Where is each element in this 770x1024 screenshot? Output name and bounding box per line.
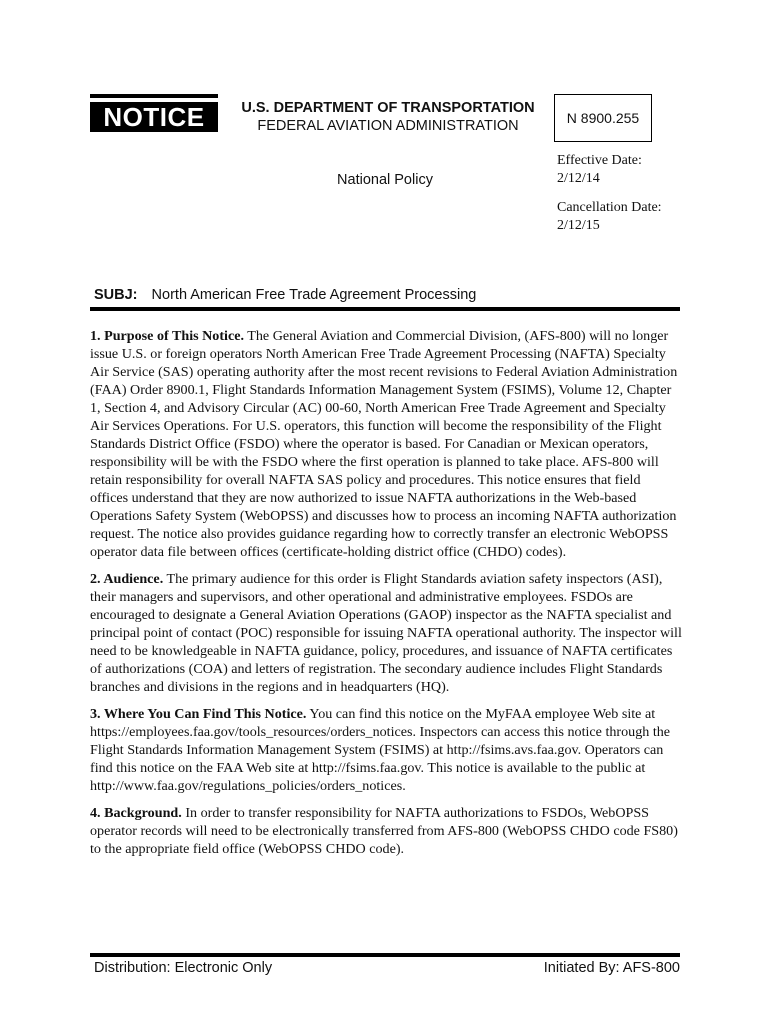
section-background [90, 804, 682, 858]
policy-type: National Policy [337, 172, 433, 188]
section-heading: 3. Where You Can Find This Notice. [90, 706, 307, 722]
subject-rule [90, 307, 680, 311]
notice-body [90, 327, 682, 867]
agency-name: FEDERAL AVIATION ADMINISTRATION [257, 118, 519, 134]
footer-rule [90, 953, 680, 957]
initiated-by-label: Initiated By: AFS-800 [543, 960, 680, 976]
section-text: The primary audience for this order is Flight Standards aviation safety inspectors (ASI), their managers and supervisors, and other operational and administrative employees. FSDOs are encouraged to designate a General Aviation Operations (GAOP) inspector as the NAFTA specialist and principal point of contact (POC) responsible for issuing NAFTA operational authority. The inspector will need to be knowledgeable in NAFTA guidance, policy, procedures, and issuance of NAFTA certificates of authorizations (COA) and letters of registration. The secondary audience includes Flight Standards branches and divisions in the regions and in headquarters (HQ). [90, 571, 682, 695]
notice-label: NOTICE [90, 102, 218, 132]
cancellation-date-label: Cancellation Date: [557, 200, 662, 215]
order-number-box: N 8900.255 [554, 94, 652, 142]
dates-block [557, 152, 687, 235]
effective-date: 2/12/14 [557, 171, 600, 186]
notice-badge [90, 94, 218, 134]
section-audience [90, 570, 682, 696]
section-where-to-find [90, 705, 682, 795]
section-text: You can find this notice on the MyFAA employee Web site at https://employees.faa.gov/tools_resources/orders_notices. Inspectors can access this notice through the Flight Standards Information Management System (FSIMS) at http://fsims.avs.faa.gov. Operators can find this notice on the FAA Web site at http://fsims.faa.gov. This notice is available to the public at http://www.faa.gov/regulations_policies/orders_notices. [90, 706, 671, 794]
subject-line [94, 287, 476, 303]
section-heading: 1. Purpose of This Notice. [90, 328, 244, 344]
section-heading: 2. Audience. [90, 571, 164, 587]
department-block [228, 100, 548, 135]
subject-label: SUBJ: [94, 287, 138, 303]
effective-date-label: Effective Date: [557, 153, 642, 168]
section-text: The General Aviation and Commercial Division, (AFS-800) will no longer issue U.S. or foreign operators North American Free Trade Agreement Processing (NAFTA) Specialty Air Service (SAS) operating authority after the most recent revisions to Federal Aviation Administration (FAA) Order 8900.1, Flight Standards Information Management System (FSIMS), Volume 12, Chapter 1, Section 4, and Advisory Circular (AC) 00-60, North American Free Trade Agreement and Specialty Air Services Operations. For U.S. operators, this function will become the responsibility of the Flight Standards District Office (FSDO) where the operator is based. For Canadian or Mexican operators, responsibility will be with the FSDO where the first operation is planned to take place. AFS-800 will retain responsibility for overall NAFTA SAS policy and procedures. This notice ensures that field offices understand that they are now authorized to issue NAFTA authorizations in the Web-based Operations Safety System (WebOPSS) and discusses how to process an incoming NAFTA authorization request. The notice also provides guidance regarding how to correctly transfer an electronic WebOPSS operator data file between offices (certificate-holding district office (CHDO) codes). [90, 328, 678, 560]
section-text: In order to transfer responsibility for NAFTA authorizations to FSDOs, WebOPSS operator records will need to be electronically transferred from AFS-800 (WebOPSS CHDO code FS80) to the appropriate field office (WebOPSS CHDO code). [90, 805, 678, 857]
section-purpose [90, 327, 682, 561]
section-heading: 4. Background. [90, 805, 182, 821]
cancellation-date: 2/12/15 [557, 218, 600, 233]
distribution-label: Distribution: Electronic Only [94, 960, 273, 976]
badge-top-rule [90, 94, 218, 98]
department-name: U.S. DEPARTMENT OF TRANSPORTATION [241, 100, 535, 116]
subject-text: North American Free Trade Agreement Processing [151, 287, 477, 303]
